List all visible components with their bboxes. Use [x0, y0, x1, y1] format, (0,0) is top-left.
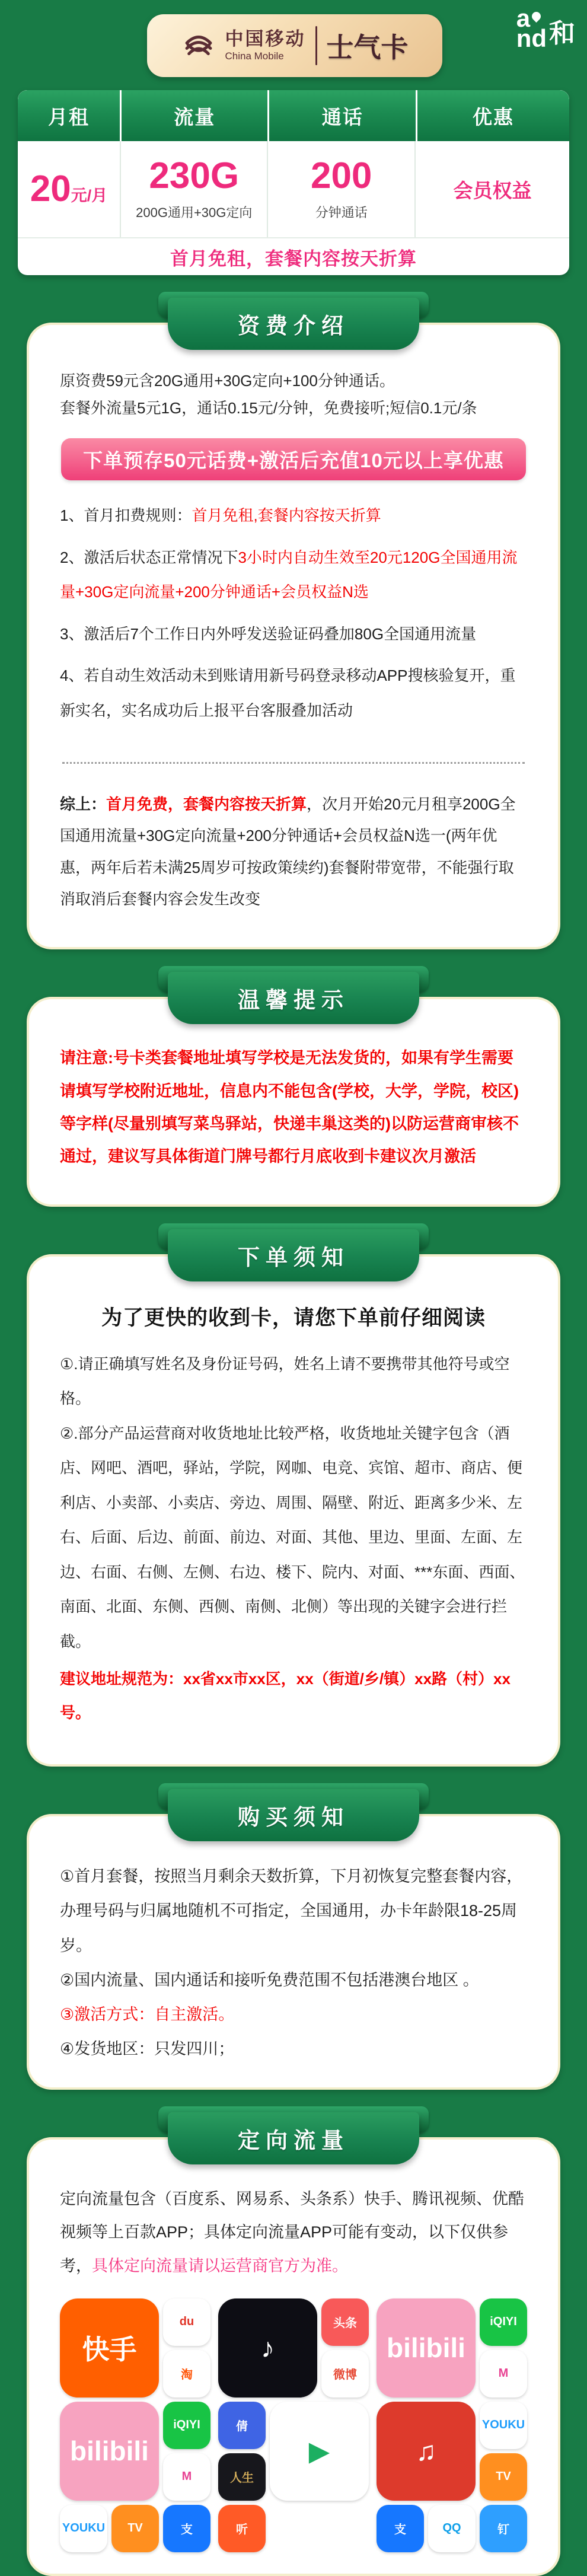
monthly-fee-unit: 元/月 — [71, 187, 108, 205]
page-header — [0, 0, 587, 90]
order-item-1: ①.请正确填写姓名及身份证号码，姓名上请不要携带其他符号或空格。 — [60, 1354, 510, 1408]
fees-summary-highlight: 首月免费，套餐内容按天折算 — [106, 795, 307, 813]
monthly-fee-value: 20 — [30, 168, 71, 209]
order-ribbon — [168, 1229, 419, 1281]
col-header-call: 通话 — [269, 90, 415, 141]
baidu-map-icon: du — [163, 2298, 210, 2346]
order-title: 下单须知 — [238, 1245, 349, 1270]
mgtv-icon: TV — [480, 2453, 527, 2501]
fee-item-1-highlight: 首月免租,套餐内容按天折算 — [192, 506, 381, 524]
fees-summary: 综上：首月免费，套餐内容按天折算，次月开始20元月租享200G全国通用流量+30G定向流量+200分钟通话+会员权益N选一(两年优惠，两年后若未满25周岁可按政策续约)套餐附带宽带，不能强行取消取消后套餐内容会发生改变 — [60, 795, 516, 908]
alipay-icon: 支 — [377, 2505, 424, 2552]
purchase-item-1: ①首月套餐，按照当月剩余天数折算，下月初恢复完整套餐内容，办理号码与归属地随机不可指定，全国通用，办卡年龄限18-25周岁。 — [60, 1867, 523, 1955]
fee-item-1: 1、首月扣费规则：首月免租,套餐内容按天折算 — [60, 506, 381, 524]
section-directed-data — [27, 2112, 560, 2576]
plan-table — [18, 90, 569, 275]
prepay-banner: 下单预存50元话费+激活后充值10元以上享优惠 — [61, 438, 526, 480]
directed-body: 定向流量包含（百度系、网易系、头条系）快手、腾讯视频、优酷视频等上百款APP；具体定向流量APP可能有变动，以下仅供参考，具体定向流量请以运营商官方为准。 — [60, 2189, 524, 2275]
fee-item-2-highlight: 3小时内自动生效至20元120G全国通用流量+30G定向流量+200分钟通话+会员权益N选 — [60, 548, 518, 601]
kuaishou-icon: 快手 — [60, 2298, 159, 2398]
purchase-item-2: ②国内流量、国内通话和接听免费范围不包括港澳台地区 。 — [60, 1971, 479, 1989]
benefit-value: 会员权益 — [453, 179, 532, 202]
iqiyi-icon: iQIYI — [480, 2298, 527, 2346]
renshng-icon: 人生 — [218, 2453, 266, 2501]
fees-ribbon — [168, 298, 419, 350]
bilibili-icon: bilibili — [377, 2298, 476, 2398]
droplet-pin-icon — [530, 10, 543, 23]
data-sub: 200G通用+30G定向 — [136, 205, 253, 220]
migu-video-icon: M — [163, 2453, 210, 2501]
directed-title: 定向流量 — [238, 2128, 349, 2153]
and-he-logo — [516, 4, 575, 52]
address-format-note: 建议地址规范为：xx省xx市xx区，xx（街道/乡/镇）xx路（村）xx号。 — [60, 1670, 511, 1722]
brand-name-en: China Mobile — [225, 50, 284, 62]
bilibili-icon: bilibili — [60, 2402, 159, 2501]
app-cluster-2 — [218, 2298, 369, 2552]
col-header-monthly-fee: 月租 — [18, 90, 120, 141]
fees-title: 资费介绍 — [238, 314, 349, 338]
directed-ribbon — [168, 2112, 419, 2164]
cell-monthly-fee — [18, 141, 120, 237]
order-headline: 为了更快的收到卡，请您下单前仔细阅读 — [101, 1306, 486, 1330]
youku-icon: YOUKU — [60, 2505, 107, 2552]
iqiyi-icon: iQIYI — [163, 2402, 210, 2449]
app-collage — [60, 2298, 527, 2552]
app-cluster-1 — [60, 2298, 210, 2552]
brand-text — [225, 30, 306, 61]
and-logo-a: a — [516, 4, 531, 32]
youku-icon: YOUKU — [480, 2402, 527, 2449]
tips-ribbon — [168, 972, 419, 1024]
fee-original: 原资费59元含20G通用+30G定向+100分钟通话。 — [60, 372, 395, 390]
cell-call — [267, 141, 414, 237]
tips-body: 请注意:号卡类套餐地址填写学校是无法发货的，如果有学生需要请填写学校附近地址，信息内不能包含(学校，大学，学院，校区)等字样(尽量别填写菜鸟驿站，快递丰巢这类的)以防运营商审核不通过，建议写具体街道门牌号都行月底收到卡建议次月激活 — [60, 1049, 519, 1166]
migu-video-icon: M — [480, 2350, 527, 2398]
fee-item-4: 4、若自动生效活动未到账请用新号码登录移动APP搜核验复开，重新实名，实名成功后上报平台客服叠加活动 — [60, 667, 516, 719]
cell-data — [120, 141, 267, 237]
order-card — [27, 1254, 560, 1767]
china-mobile-logo-icon — [181, 28, 216, 63]
fees-card — [27, 323, 560, 949]
order-item-2: ②.部分产品运营商对收货地址比较严格，收货地址关键字包含（酒店、网吧、酒吧，驿站，学院，网咖、电竞、宾馆、超市、商店、便利店、小卖部、小卖店、旁边、周围、隔壁、附近、距离多少米、左右、后面、后边、前面、前边、对面、其他、里边、里面、左面、左边、右面、右侧、左侧、右边、楼下、院内、对面、***东面、西面、南面、北面、东侧、西侧、南侧、北侧）等出现的关键字会进行拦截。 — [60, 1424, 525, 1650]
brand-divider — [315, 26, 317, 65]
qiannv-icon: 倩 — [218, 2402, 266, 2449]
and-logo-he: 和 — [549, 19, 575, 49]
directed-card — [27, 2137, 560, 2576]
tips-card — [27, 997, 560, 1206]
plan-table-body — [18, 141, 569, 237]
alipay-icon: 支 — [163, 2505, 210, 2552]
call-sub: 分钟通话 — [315, 205, 368, 220]
call-value: 200 — [310, 155, 372, 196]
brand-name-cn: 中国移动 — [225, 28, 306, 50]
and-logo-nd: nd — [516, 24, 547, 52]
purchase-card — [27, 1814, 560, 2089]
brand-plate — [147, 14, 442, 77]
purchase-item-3: ③激活方式：自主激活。 — [60, 2005, 235, 2023]
dingtalk-icon: 钉 — [480, 2505, 527, 2552]
product-name: 士气卡 — [326, 32, 409, 63]
app-cluster-3 — [377, 2298, 527, 2552]
data-value: 230G — [149, 155, 240, 196]
purchase-item-4: ④发货地区：只发四川； — [60, 2039, 235, 2058]
douyin-icon: ♪ — [218, 2298, 317, 2398]
first-month-promo: 首月免租，套餐内容按天折算 — [18, 237, 569, 275]
taobao-icon: 淘 — [163, 2350, 210, 2398]
col-header-benefit: 优惠 — [417, 90, 569, 141]
dotted-divider — [62, 762, 525, 764]
tencent-video-icon: ▶ — [270, 2402, 369, 2501]
plan-table-header — [18, 90, 569, 141]
weibo-icon: 微博 — [321, 2350, 369, 2398]
cell-benefit — [414, 141, 569, 237]
fee-item-2: 2、激活后状态正常情况下3小时内自动生效至20元120G全国通用流量+30G定向流量+200分钟通话+会员权益N选 — [60, 548, 518, 601]
toutiao-icon: 头条 — [321, 2298, 369, 2346]
mgtv-icon: TV — [111, 2505, 159, 2552]
directed-body-highlight: 具体定向流量请以运营商官方为准。 — [92, 2257, 348, 2275]
qq-icon: QQ — [428, 2505, 476, 2552]
activation-mode: 自主激活。 — [154, 2005, 235, 2023]
section-fees — [27, 298, 560, 949]
tips-title: 温馨提示 — [238, 988, 349, 1013]
col-header-data: 流量 — [122, 90, 267, 141]
fee-overage: 套餐外流量5元1G，通话0.15元/分钟，免费接听;短信0.1元/条 — [60, 398, 477, 417]
yunting-icon: 听 — [218, 2505, 266, 2552]
section-order-notes — [27, 1229, 560, 1767]
section-purchase-notes — [27, 1789, 560, 2089]
purchase-ribbon — [168, 1789, 419, 1841]
fee-item-3: 3、激活后7个工作日内外呼发送验证码叠加80G全国通用流量 — [60, 624, 477, 643]
netease-music-icon: ♫ — [377, 2402, 476, 2501]
purchase-title: 购买须知 — [238, 1805, 349, 1830]
section-tips — [27, 972, 560, 1206]
